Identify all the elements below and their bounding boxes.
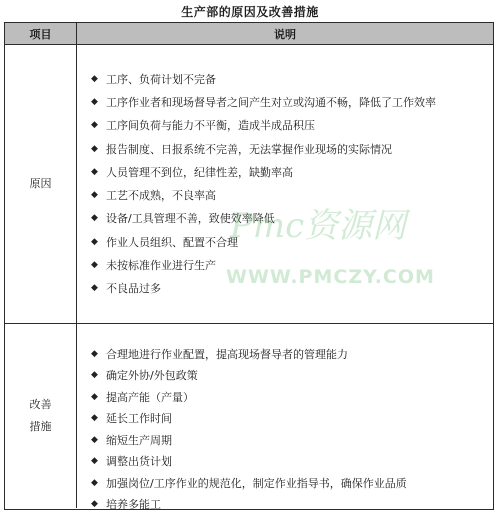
diamond-bullet-icon: ◆	[91, 349, 106, 359]
list-item: ◆ 提高产能（产量）	[91, 386, 487, 408]
diamond-bullet-icon: ◆	[91, 435, 106, 445]
section-label-measures	[5, 324, 77, 508]
diamond-bullet-icon: ◆	[91, 74, 106, 84]
diamond-bullet-icon: ◆	[91, 144, 106, 154]
header-item: 项目	[5, 23, 77, 44]
watermark-url: WWW.PMCZY.COM	[226, 266, 435, 288]
diamond-bullet-icon: ◆	[91, 237, 106, 247]
document-title: 生产部的原因及改善措施	[0, 3, 500, 20]
diamond-bullet-icon: ◆	[91, 392, 106, 402]
section-label-line: 措施	[30, 416, 52, 438]
list-item: ◆ 确定外协/外包政策	[91, 365, 487, 387]
section-label-causes	[5, 45, 77, 323]
diamond-bullet-icon: ◆	[91, 456, 106, 466]
section-label-line: 改善	[30, 394, 52, 416]
list-item: ◆ 工序作业者和现场督导者之间产生对立或沟通不畅，降低了工作效率	[91, 90, 487, 113]
list-item: ◆ 工艺不成熟，不良率高	[91, 183, 487, 206]
list-item: ◆ 设备/工具管理不善，致使效率降低	[91, 207, 487, 230]
cause-list	[91, 67, 487, 300]
diamond-bullet-icon: ◆	[91, 190, 106, 200]
section-improvement-measures	[5, 324, 493, 508]
list-item: ◆ 人员管理不到位，纪律性差，缺勤率高	[91, 160, 487, 183]
diamond-bullet-icon: ◆	[91, 260, 106, 270]
list-item: ◆ 报告制度、日报系统不完善，无法掌握作业现场的实际情况	[91, 137, 487, 160]
diamond-bullet-icon: ◆	[91, 478, 106, 488]
list-item: ◆ 调整出货计划	[91, 451, 487, 473]
cause-measure-table	[4, 22, 494, 510]
header-description: 说明	[77, 23, 493, 44]
diamond-bullet-icon: ◆	[91, 167, 106, 177]
list-item: ◆ 延长工作时间	[91, 408, 487, 430]
list-item: ◆ 培养多能工	[91, 494, 487, 515]
diamond-bullet-icon: ◆	[91, 283, 106, 293]
diamond-bullet-icon: ◆	[91, 370, 106, 380]
diamond-bullet-icon: ◆	[91, 413, 106, 423]
list-item: ◆ 加强岗位/工序作业的规范化，制定作业指导书，确保作业品质	[91, 472, 487, 494]
list-item: ◆ 缩短生产周期	[91, 429, 487, 451]
list-item: ◆ 作业人员组织、配置不合理	[91, 230, 487, 253]
section-label-text: 原因	[30, 173, 52, 195]
list-item: ◆ 合理地进行作业配置，提高现场督导者的管理能力	[91, 343, 487, 365]
list-item: ◆ 不良品过多	[91, 277, 487, 300]
measure-list	[91, 343, 487, 515]
list-item: ◆ 未按标准作业进行生产	[91, 253, 487, 276]
section-causes	[5, 45, 493, 324]
diamond-bullet-icon: ◆	[91, 499, 106, 509]
diamond-bullet-icon: ◆	[91, 97, 106, 107]
watermark-logo-text: Pmc资源网	[230, 198, 406, 247]
list-item: ◆ 工序、负荷计划不完备	[91, 67, 487, 90]
diamond-bullet-icon: ◆	[91, 120, 106, 130]
diamond-bullet-icon: ◆	[91, 213, 106, 223]
list-item: ◆ 工序间负荷与能力不平衡，造成半成品积压	[91, 114, 487, 137]
table-header-row	[5, 23, 493, 45]
